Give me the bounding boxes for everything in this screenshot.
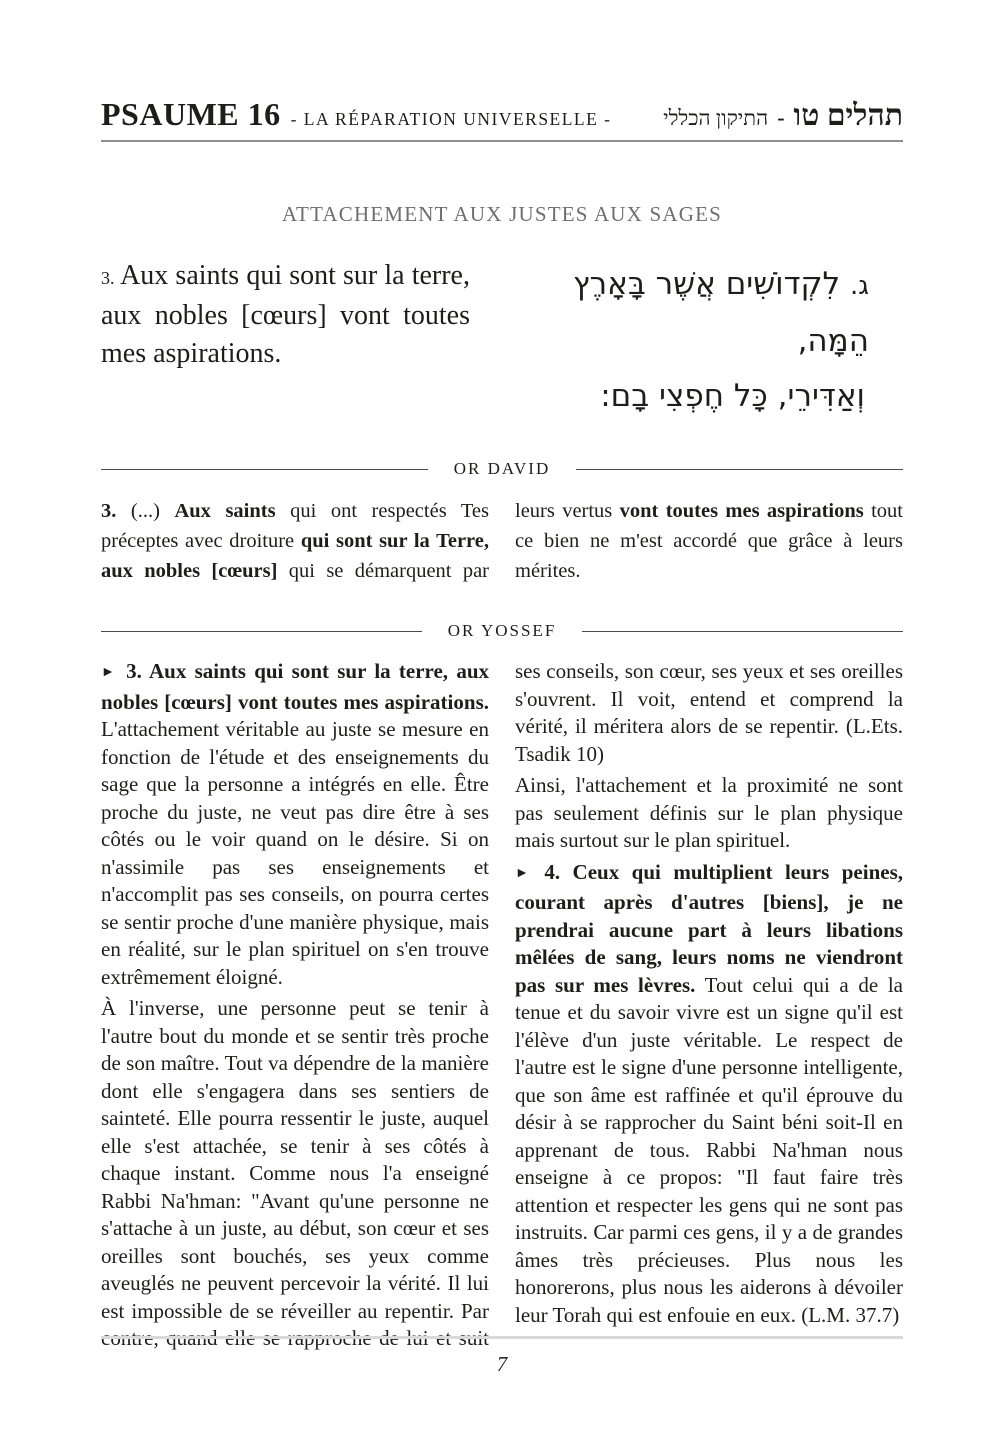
verse-hebrew-line2: וְאַדִּירֵי, כָּל חֶפְצִי בָם:	[600, 378, 865, 414]
page-content	[0, 96, 1004, 1353]
or-david-text-2: qui ont respectés Tes préceptes avec droiture	[101, 500, 490, 552]
verse-number-french: 3.	[101, 268, 115, 288]
verse-hebrew-line1: לִקְדוֹשִׁים אֲשֶׁר בָּאָרֶץ הֵמָּה,	[572, 266, 869, 359]
or-david-text-1: (...)	[130, 500, 175, 522]
verse-text-french: Aux saints qui sont sur la terre, aux nobles [cœurs] vont toutes mes aspirations.	[101, 260, 470, 369]
divider-line-left	[101, 631, 422, 632]
verse-hebrew	[496, 257, 903, 424]
or-david-bold-1: 3.	[101, 500, 131, 522]
or-yossef-paragraph-1	[101, 658, 489, 991]
arrow-marker-icon: ►	[101, 665, 118, 680]
psalm-subtitle-french: - LA RÉPARATION UNIVERSELLE -	[290, 109, 612, 129]
verse-number-hebrew: ג.	[850, 271, 869, 301]
or-yossef-commentary	[101, 658, 903, 1353]
or-yossef-p1-bold: 3. Aux saints qui sont sur la terre, aux nobles [cœurs] vont toutes mes aspirations.	[101, 659, 490, 714]
psalm-subtitle-hebrew: התיקון הכללי	[663, 106, 769, 130]
or-yossef-paragraph-4	[515, 859, 903, 1330]
or-david-paragraph	[101, 496, 903, 586]
footer-rule	[101, 1336, 903, 1339]
page-number: 7	[496, 1352, 508, 1376]
or-david-label: OR DAVID	[453, 459, 551, 478]
divider-line-left	[101, 469, 428, 470]
verse-french	[101, 257, 470, 424]
or-david-text-4: tout ce bien ne m'est accordé que grâce à leurs mérites.	[515, 500, 903, 582]
psalm-title-hebrew: תהלים טו	[793, 99, 903, 132]
or-yossef-p3-text: Ainsi, l'attachement et la proximité ne sont pas seulement définis sur le plan physique mais surtout sur le plan spirituel.	[515, 773, 903, 852]
or-david-bold-2: Aux saints	[174, 500, 291, 522]
section-title: ATTACHEMENT AUX JUSTES AUX SAGES	[281, 202, 723, 226]
or-david-bold-4: vont toutes mes aspirations	[619, 500, 872, 522]
or-david-bold-3: qui sont sur la Terre, aux nobles [cœurs]	[101, 530, 490, 582]
or-yossef-label: OR YOSSEF	[447, 621, 557, 640]
or-david-divider	[101, 459, 903, 479]
or-yossef-p1-text: L'attachement véritable au juste se mesure en fonction de l'étude et des enseignements du sage que la personne a intégrés en elle. Être proche du juste, ne veut pas dire être à ses côtés ou le voir quand on le désire. Si on n'assimile pas ses enseignements et n'accomplit pas ses conseils, on pourra certes se sentir proche d'une manière physique, mais en réalité, sur le plan spirituel on s'en trouve extrêmement éloigné.	[101, 717, 489, 989]
or-yossef-divider	[101, 621, 903, 641]
psalm-title: PSAUME 16	[101, 96, 281, 132]
divider-line-right	[582, 631, 903, 632]
hebrew-separator: -	[777, 105, 785, 130]
arrow-marker-icon: ►	[515, 865, 532, 881]
header-french-part	[101, 96, 612, 133]
or-yossef-p4-bold: 4. Ceux qui multiplient leurs peines, courant après d'autres [biens], je ne prendrai aucune part à leurs libations mêlées de sang, leurs noms ne viendront pas sur mes lèvres.	[515, 859, 904, 997]
verse-row	[101, 257, 903, 424]
or-yossef-paragraph-3	[515, 772, 903, 855]
header-hebrew-part	[663, 99, 903, 133]
or-david-text-3: qui se démarquent par leurs vertus	[288, 500, 620, 582]
page-header	[101, 96, 903, 142]
or-david-commentary	[101, 496, 903, 586]
divider-line-right	[576, 469, 903, 470]
or-yossef-p2-text: À l'inverse, une personne peut se tenir à l'autre bout du monde et se sentir très proche de son maître. Tout va dépendre de la manière dont elle s'engagera dans ses sentiers de sainteté. Elle pourra ressentir le juste, auquel elle s'est attachée, se tenir à ses côtés à chaque instant. Comme nous l'a enseigné Rabbi Na'hman: "Avant qu'une personne ne s'attache à un juste, au début, son cœur et ses oreilles sont bouchés, ses yeux comme aveuglés ne peuvent percevoir la vérité. Il lui est impossible de se réveiller au repentir. Par contre, quand elle se rapproche de lui et suit ses conseils, son cœur, ses yeux et ses oreilles s'ouvrent. Il voit, entend et comprend la vérité, il méritera alors de se repentir. (L.Ets. Tsadik 10)	[101, 659, 903, 1350]
or-yossef-p4-text: Tout celui qui a de la tenue et du savoir vivre est un signe qu'il est l'élève d'un juste véritable. Le respect de l'autre est le signe d'une personne intelligente, que son âme est raffinée et qu'il éprouve du désir à se rapprocher du Saint béni soit-Il en apprenant de tous. Rabbi Na'hman nous enseigne à ce propos: "Il faut faire très attention et respecter les gens qui ne sont pas instruits. Car parmi ces gens, il y a de grandes âmes très précieuses. Plus nous les honorerons, plus nous les aiderons à dévoiler leur Torah qui est enfouie en eux. (L.M. 37.7)	[515, 972, 903, 1327]
